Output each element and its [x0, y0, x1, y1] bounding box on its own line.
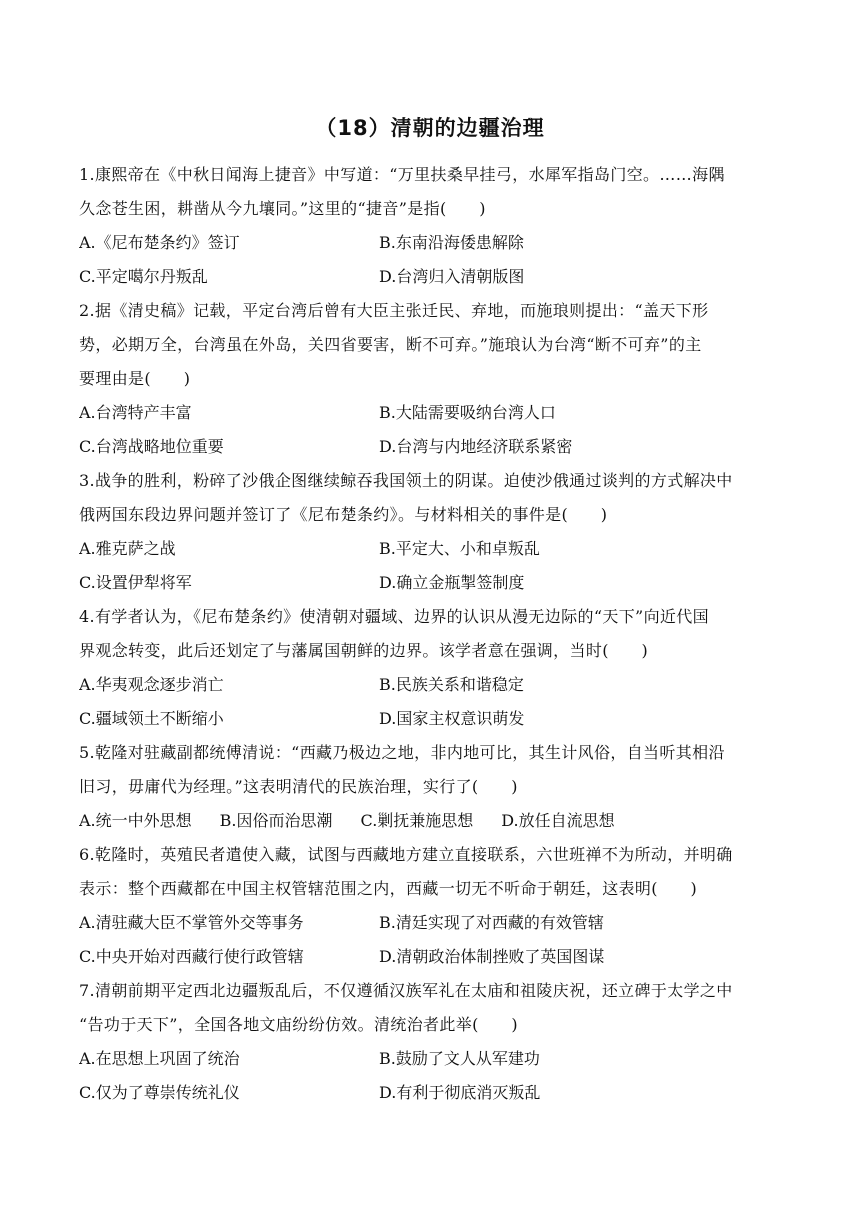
- answer-option: C.设置伊犁将军: [79, 573, 192, 592]
- answer-option: D.清朝政治体制挫败了英国图谋: [379, 947, 605, 966]
- question-stem-line: 俄两国东段边界问题并签订了《尼布楚条约》。与材料相关的事件是( ): [79, 505, 608, 524]
- question-1: [79, 158, 782, 294]
- question-stem-line: 7.清朝前期平定西北边疆叛乱后，不仅遵循汉族军礼在太庙和祖陵庆祝，还立碑于太学之中: [79, 981, 733, 1000]
- answer-option: D.放任自流思想: [501, 811, 615, 830]
- answer-option: A.台湾特产丰富: [79, 403, 192, 422]
- answer-option: A.统一中外思想: [79, 811, 192, 830]
- question-stem-line: 2.据《清史稿》记载，平定台湾后曾有大臣主张迁民、弃地，而施琅则提出：“盖天下形: [79, 301, 709, 320]
- option-row: [79, 1076, 782, 1110]
- page-title: （18）清朝的边疆治理: [315, 116, 545, 140]
- answer-option: B.东南沿海倭患解除: [379, 233, 524, 252]
- answer-option: A.雅克萨之战: [79, 539, 176, 558]
- question-5: [79, 736, 782, 838]
- question-stem-line: 4.有学者认为，《尼布楚条约》使清朝对疆域、边界的认识从漫无边际的“天下”向近代国: [79, 607, 709, 626]
- answer-option: B.鼓励了文人从军建功: [379, 1049, 540, 1068]
- answer-option: A.华夷观念逐步消亡: [79, 675, 224, 694]
- answer-option: A.在思想上巩固了统治: [79, 1049, 240, 1068]
- option-row: [79, 260, 782, 294]
- answer-option: D.台湾与内地经济联系紧密: [379, 437, 573, 456]
- option-row: [79, 532, 782, 566]
- question-stem-line: 势，必期万全，台湾虽在外岛，关四省要害，断不可弃。”施琅认为台湾“断不可弃”的主: [79, 335, 702, 354]
- answer-option: C.平定噶尔丹叛乱: [79, 267, 208, 286]
- question-stem-line: 表示：整个西藏都在中国主权管辖范围之内，西藏一切无不听命于朝廷，这表明( ): [79, 879, 698, 898]
- question-stem-line: 久念苍生困，耕凿从今九壤同。”这里的“捷音”是指( ): [79, 199, 486, 218]
- answer-option: C.疆域领土不断缩小: [79, 709, 224, 728]
- answer-option: B.平定大、小和卓叛乱: [379, 539, 540, 558]
- question-stem-line: “告功于天下”，全国各地文庙纷纷仿效。清统治者此举( ): [79, 1015, 518, 1034]
- answer-option: D.确立金瓶掣签制度: [379, 573, 525, 592]
- answer-option: D.国家主权意识萌发: [379, 709, 525, 728]
- question-stem-line: 1.康熙帝在《中秋日闻海上捷音》中写道：“万里扶桑早挂弓，水犀军指岛门空。……海隅: [79, 165, 725, 184]
- question-stem-line: 界观念转变，此后还划定了与藩属国朝鲜的边界。该学者意在强调，当时( ): [79, 641, 649, 660]
- question-list: [79, 158, 782, 1110]
- answer-option: A.《尼布楚条约》签订: [79, 233, 240, 252]
- question-stem-line: 5.乾隆对驻藏副都统傅清说：“西藏乃极边之地，非内地可比，其生计风俗，自当听其相沿: [79, 743, 725, 762]
- option-row: [79, 702, 782, 736]
- option-row: [79, 226, 782, 260]
- question-stem-line: 旧习，毋庸代为经理。”这表明清代的民族治理，实行了( ): [79, 777, 518, 796]
- answer-option: B.因俗而治思潮: [219, 811, 333, 830]
- option-row: [79, 668, 782, 702]
- answer-option: B.大陆需要吸纳台湾人口: [379, 403, 556, 422]
- question-4: [79, 600, 782, 736]
- question-3: [79, 464, 782, 600]
- question-6: [79, 838, 782, 974]
- answer-option: C.台湾战略地位重要: [79, 437, 224, 456]
- answer-option: C.剿抚兼施思想: [360, 811, 474, 830]
- answer-option: B.民族关系和谐稳定: [379, 675, 524, 694]
- option-row: [79, 804, 782, 838]
- answer-option: A.清驻藏大臣不掌管外交等事务: [79, 913, 304, 932]
- option-row: [79, 906, 782, 940]
- question-stem-line: 要理由是( ): [79, 369, 191, 388]
- question-7: [79, 974, 782, 1110]
- question-stem-line: 6.乾隆时，英殖民者遣使入藏，试图与西藏地方建立直接联系，六世班禅不为所动，并明确: [79, 845, 733, 864]
- answer-option: C.仅为了尊崇传统礼仪: [79, 1083, 240, 1102]
- option-row: [79, 1042, 782, 1076]
- answer-option: D.台湾归入清朝版图: [379, 267, 525, 286]
- option-row: [79, 940, 782, 974]
- question-2: [79, 294, 782, 464]
- answer-option: D.有利于彻底消灭叛乱: [379, 1083, 541, 1102]
- answer-option: B.清廷实现了对西藏的有效管辖: [379, 913, 604, 932]
- answer-option: C.中央开始对西藏行使行政管辖: [79, 947, 304, 966]
- option-row: [79, 566, 782, 600]
- question-stem-line: 3.战争的胜利，粉碎了沙俄企图继续鲸吞我国领土的阴谋。迫使沙俄通过谈判的方式解决中: [79, 471, 733, 490]
- option-row: [79, 430, 782, 464]
- option-row: [79, 396, 782, 430]
